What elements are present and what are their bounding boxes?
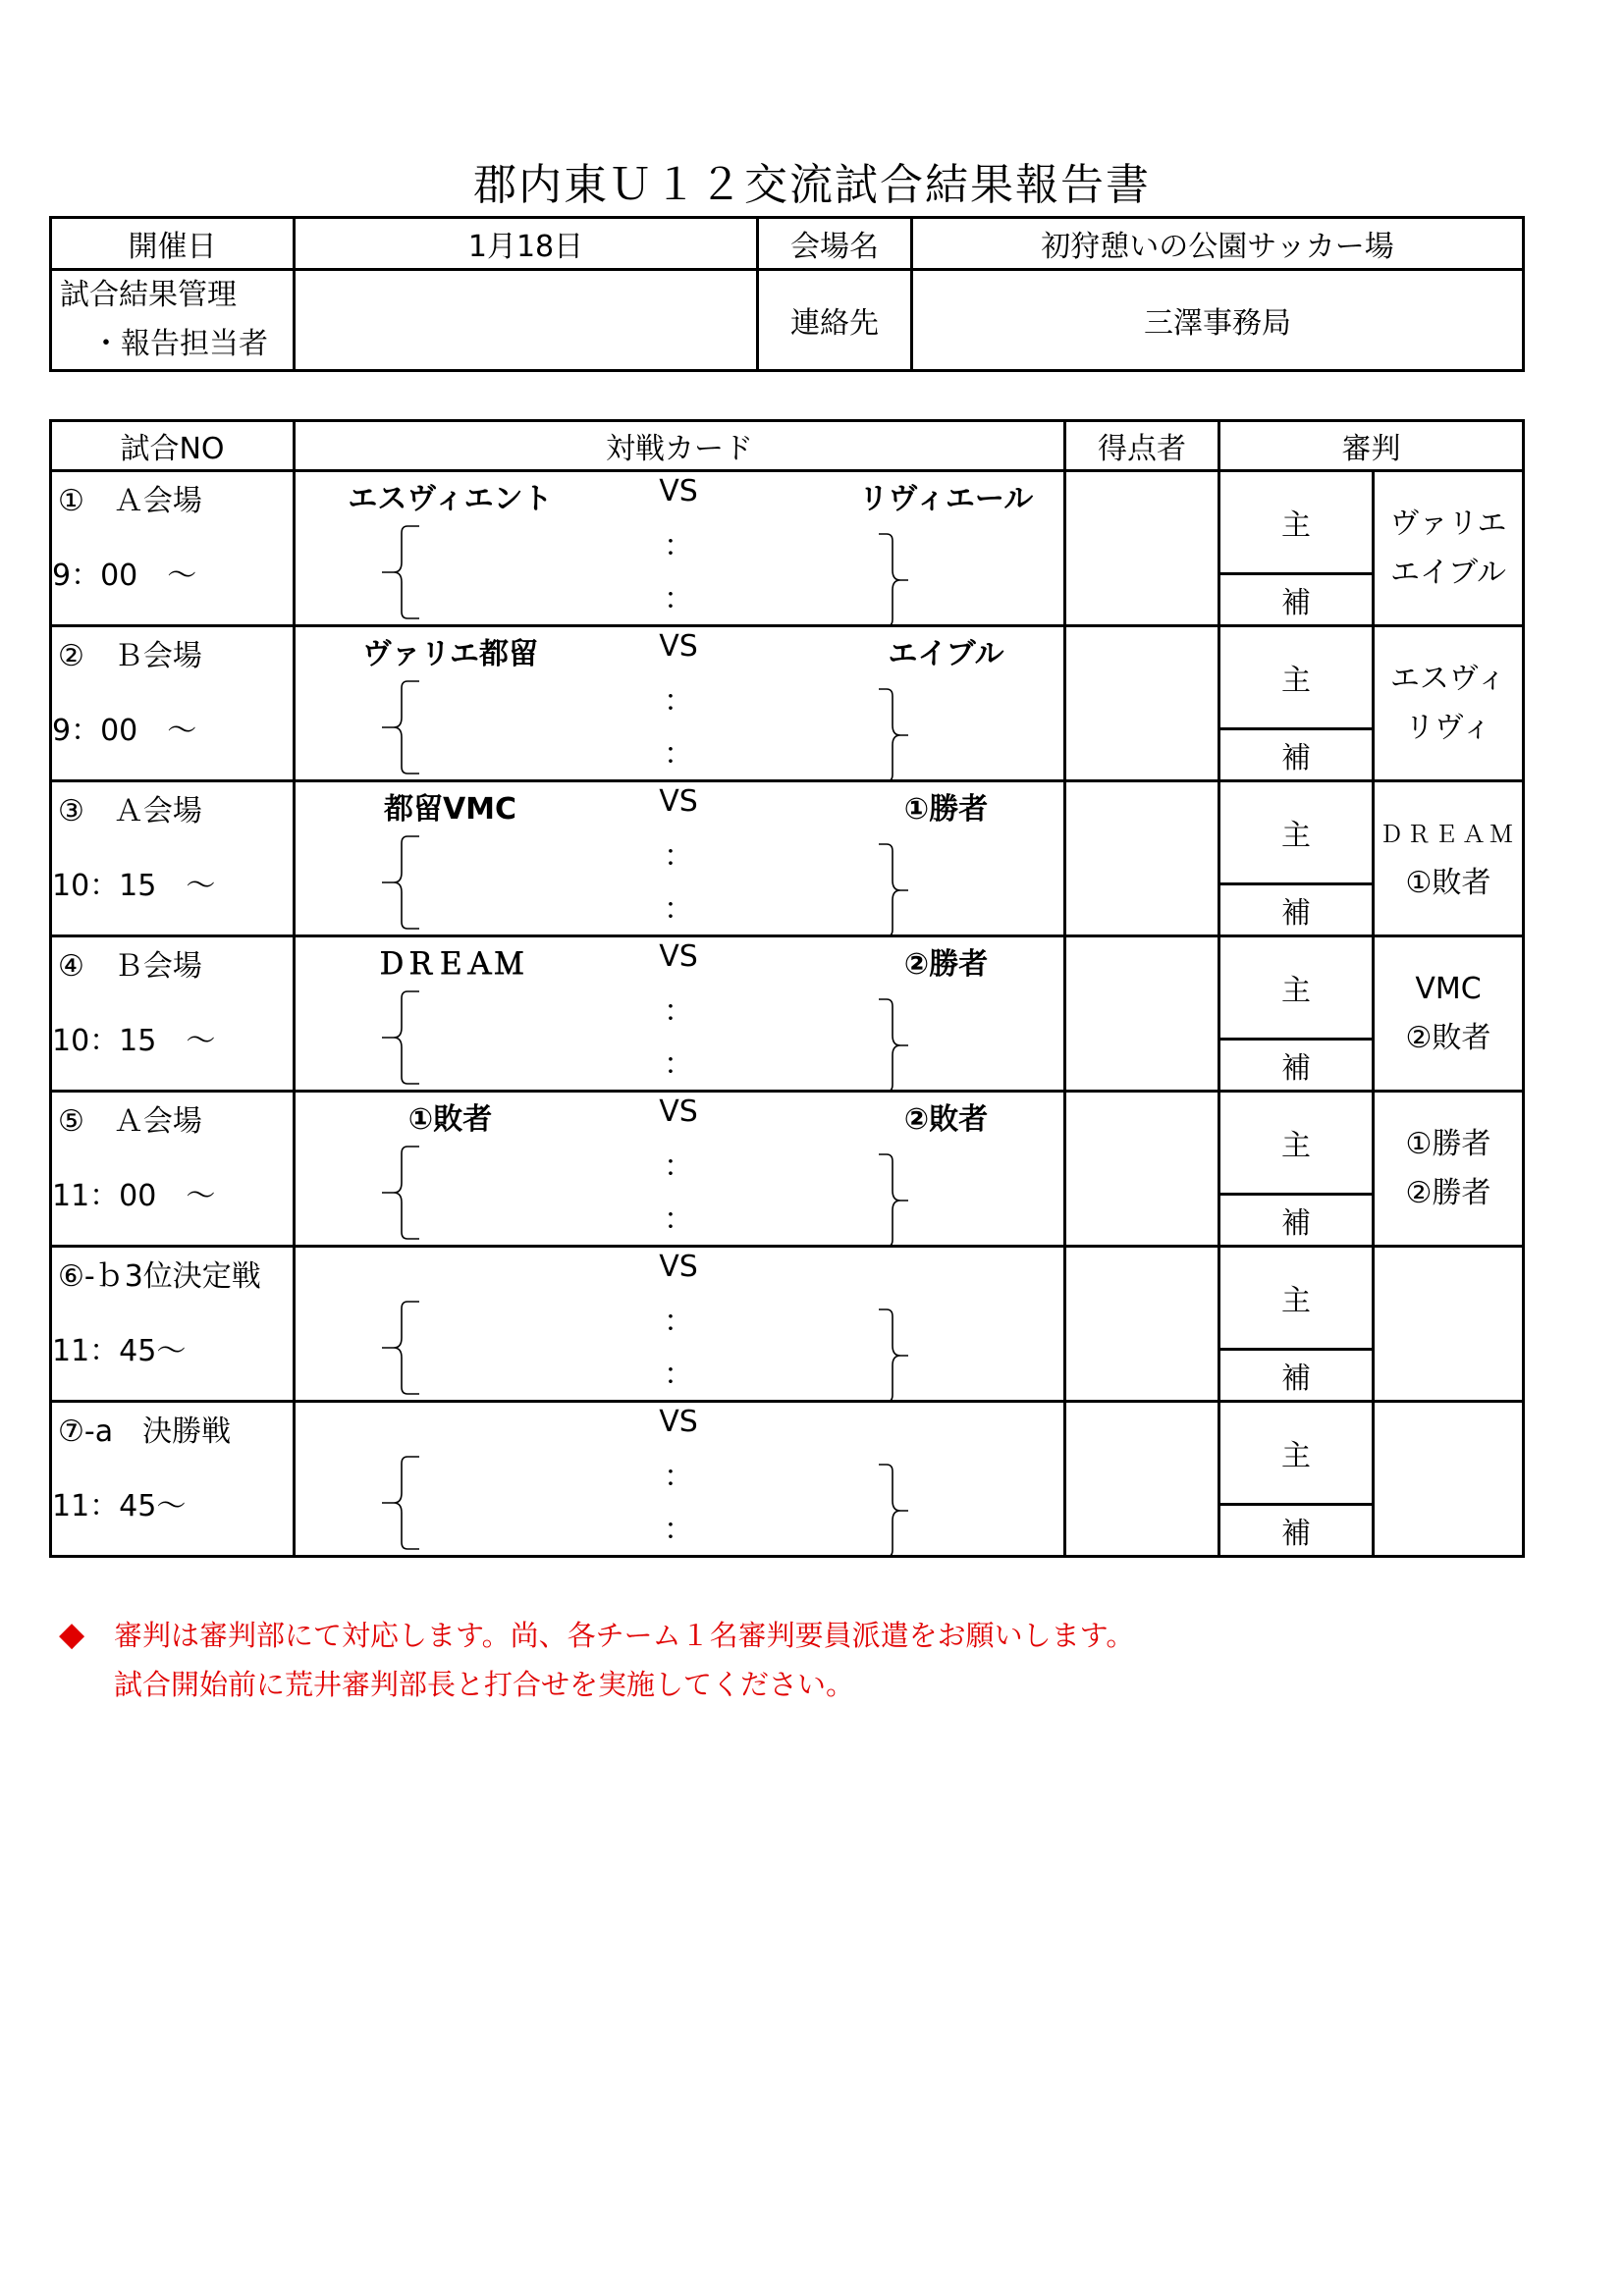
referee-note	[59, 1610, 1134, 1709]
vs-label: VS	[659, 1405, 698, 1439]
contact-label: 連絡先	[758, 270, 912, 371]
manager-label-line1: 試合結果管理	[60, 278, 237, 312]
vs-label: VS	[659, 629, 698, 664]
score-colon-second-half: ：	[664, 1513, 693, 1547]
score-colon-second-half: ：	[664, 737, 693, 772]
header-match-no: 試合NO	[51, 421, 295, 471]
referee-team-1: ＤＲＥＡＭ	[1380, 820, 1517, 848]
match-start-time: 11：00 ～	[52, 1179, 216, 1213]
referee-team-cell	[1374, 936, 1524, 1092]
match-results-table	[49, 419, 1525, 1558]
referee-role-cell	[1219, 1247, 1374, 1402]
red-diamond-icon: ◆	[59, 1615, 85, 1654]
right-brace-icon	[877, 1462, 910, 1560]
referee-team-2: ②敗者	[1405, 1020, 1491, 1055]
referee-team-1: ①勝者	[1405, 1126, 1491, 1161]
match-row	[51, 626, 1524, 781]
referee-team-cell	[1374, 781, 1524, 936]
scorer-cell	[1065, 1402, 1219, 1557]
score-colon-second-half: ：	[664, 582, 693, 616]
vs-label: VS	[659, 939, 698, 974]
referee-team-cell	[1374, 1092, 1524, 1247]
assistant-referee-label: 補	[1220, 1503, 1372, 1555]
match-number-venue: ④ Ｂ会場	[58, 949, 202, 984]
team-b-name: エイブル	[888, 637, 1004, 671]
left-brace-icon	[380, 678, 421, 776]
team-a-name: エスヴィエント	[348, 482, 553, 516]
vs-label: VS	[659, 1250, 698, 1284]
venue-label: 会場名	[758, 218, 912, 270]
right-brace-icon	[877, 1307, 910, 1405]
page-title: 郡内東Ｕ１２交流試合結果報告書	[473, 160, 1151, 210]
match-start-time: 10：15 ～	[52, 869, 216, 903]
right-brace-icon	[877, 841, 910, 939]
score-colon-second-half: ：	[664, 892, 693, 927]
referee-team-1: VMC	[1415, 971, 1482, 1006]
referee-team-cell	[1374, 471, 1524, 626]
match-no-cell	[51, 471, 295, 626]
team-a-name: ヴァリエ都留	[361, 637, 539, 671]
scorer-cell	[1065, 471, 1219, 626]
header-match-card: 対戦カード	[295, 421, 1065, 471]
team-a-name: ＤＲＥＡＭ	[376, 947, 524, 982]
vs-label: VS	[659, 784, 698, 819]
scorer-cell	[1065, 1247, 1219, 1402]
score-colon-first-half: ：	[664, 1305, 693, 1339]
main-referee-label: 主	[1281, 508, 1311, 543]
match-number-venue: ⑥-ｂ3位決定戦	[58, 1259, 261, 1294]
score-colon-second-half: ：	[664, 1202, 693, 1237]
match-no-cell	[51, 1092, 295, 1247]
main-referee-label: 主	[1281, 974, 1311, 1008]
match-no-cell	[51, 626, 295, 781]
scorer-cell	[1065, 1092, 1219, 1247]
referee-role-cell	[1219, 1402, 1374, 1557]
referee-role-cell	[1219, 936, 1374, 1092]
match-no-cell	[51, 1402, 295, 1557]
main-referee-label: 主	[1281, 664, 1311, 698]
score-colon-first-half: ：	[664, 839, 693, 874]
left-brace-icon	[380, 833, 421, 932]
match-start-time: 11：45～	[52, 1489, 187, 1523]
event-info-table	[49, 216, 1525, 372]
manager-label-line2: ・報告担当者	[91, 327, 268, 361]
header-scorer: 得点者	[1065, 421, 1219, 471]
match-row	[51, 1092, 1524, 1247]
right-brace-icon	[877, 996, 910, 1095]
match-no-cell	[51, 936, 295, 1092]
right-brace-icon	[877, 531, 910, 629]
referee-role-cell	[1219, 471, 1374, 626]
match-row	[51, 471, 1524, 626]
score-colon-second-half: ：	[664, 1047, 693, 1082]
match-start-time: 11：45～	[52, 1334, 187, 1368]
referee-team-cell	[1374, 626, 1524, 781]
referee-role-cell	[1219, 1092, 1374, 1247]
scorer-cell	[1065, 781, 1219, 936]
manager-label	[51, 270, 295, 371]
team-b-name: ①勝者	[903, 792, 989, 827]
match-card-cell	[295, 1247, 1065, 1402]
referee-team-cell	[1374, 1402, 1524, 1557]
match-number-venue: ③ Ａ会場	[58, 794, 202, 828]
assistant-referee-label: 補	[1220, 572, 1372, 624]
assistant-referee-label: 補	[1220, 727, 1372, 779]
referee-team-2: ②勝者	[1405, 1175, 1491, 1210]
assistant-referee-label: 補	[1220, 1193, 1372, 1245]
main-referee-label: 主	[1281, 1129, 1311, 1163]
referee-role-cell	[1219, 781, 1374, 936]
match-card-cell	[295, 626, 1065, 781]
match-number-venue: ① Ａ会場	[58, 484, 202, 518]
match-card-cell	[295, 1092, 1065, 1247]
venue-value: 初狩憩いの公園サッカー場	[912, 218, 1524, 270]
score-colon-first-half: ：	[664, 1460, 693, 1494]
match-start-time: 10：15 ～	[52, 1024, 216, 1058]
referee-team-1: ヴァリエ	[1389, 506, 1507, 541]
note-line-1: 審判は審判部にて対応します。尚、各チーム１名審判要員派遣をお願いします。	[114, 1619, 1135, 1652]
score-colon-first-half: ：	[664, 1149, 693, 1184]
assistant-referee-label: 補	[1220, 882, 1372, 934]
referee-team-2: リヴィ	[1404, 710, 1492, 745]
match-card-cell	[295, 1402, 1065, 1557]
date-value: 1月18日	[295, 218, 758, 270]
referee-team-2: エイブル	[1390, 555, 1506, 590]
left-brace-icon	[380, 1454, 421, 1552]
match-card-cell	[295, 781, 1065, 936]
match-start-time: 9：00 ～	[52, 559, 197, 593]
main-referee-label: 主	[1281, 1439, 1311, 1473]
referee-role-cell	[1219, 626, 1374, 781]
main-referee-label: 主	[1281, 819, 1311, 853]
match-row	[51, 1247, 1524, 1402]
note-line-2: 試合開始前に荒井審判部長と打合せを実施してください。	[114, 1668, 855, 1701]
match-row	[51, 1402, 1524, 1557]
match-no-cell	[51, 781, 295, 936]
team-b-name: ②勝者	[903, 947, 989, 982]
match-start-time: 9：00 ～	[52, 714, 197, 748]
assistant-referee-label: 補	[1220, 1038, 1372, 1090]
date-label: 開催日	[51, 218, 295, 270]
vs-label: VS	[659, 1095, 698, 1129]
score-colon-second-half: ：	[664, 1358, 693, 1392]
match-number-venue: ⑤ Ａ会場	[58, 1104, 202, 1139]
scorer-cell	[1065, 936, 1219, 1092]
match-card-cell	[295, 471, 1065, 626]
team-b-name: ②敗者	[903, 1102, 989, 1137]
referee-team-cell	[1374, 1247, 1524, 1402]
score-colon-first-half: ：	[664, 994, 693, 1029]
score-colon-first-half: ：	[664, 684, 693, 719]
match-number-venue: ② Ｂ会場	[58, 639, 202, 673]
main-referee-label: 主	[1281, 1284, 1311, 1318]
header-referee: 審判	[1219, 421, 1524, 471]
score-colon-first-half: ：	[664, 529, 693, 563]
right-brace-icon	[877, 686, 910, 784]
match-card-cell	[295, 936, 1065, 1092]
match-row	[51, 781, 1524, 936]
match-no-cell	[51, 1247, 295, 1402]
scorer-cell	[1065, 626, 1219, 781]
team-a-name: ①敗者	[407, 1102, 493, 1137]
left-brace-icon	[380, 1299, 421, 1397]
manager-value	[295, 270, 758, 371]
left-brace-icon	[380, 523, 421, 621]
contact-value: 三澤事務局	[912, 270, 1524, 371]
team-a-name: 都留VMC	[383, 792, 517, 827]
referee-team-2: ①敗者	[1405, 865, 1491, 900]
assistant-referee-label: 補	[1220, 1348, 1372, 1400]
vs-label: VS	[659, 474, 698, 508]
match-number-venue: ⑦-a 決勝戦	[58, 1415, 232, 1449]
team-b-name: リヴィエール	[858, 482, 1034, 516]
left-brace-icon	[380, 988, 421, 1087]
left-brace-icon	[380, 1144, 421, 1242]
right-brace-icon	[877, 1151, 910, 1250]
match-row	[51, 936, 1524, 1092]
referee-team-1: エスヴィ	[1389, 661, 1507, 696]
